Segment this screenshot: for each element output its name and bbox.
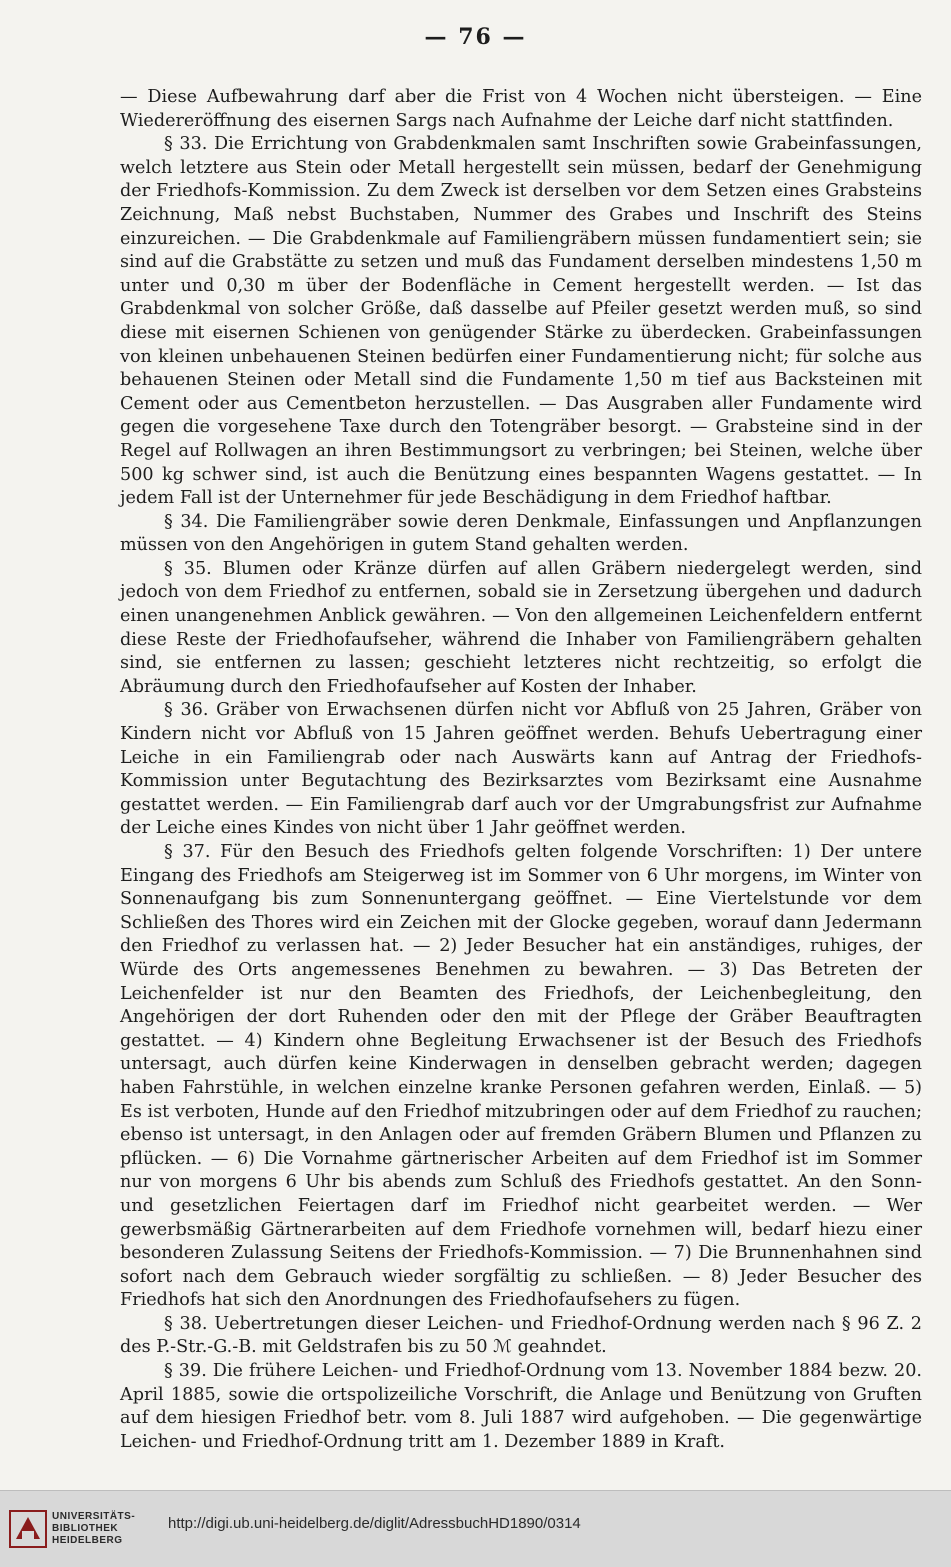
paragraph-35: § 35. Blumen oder Kränze dürfen auf allen Gräbern niedergelegt werden, sind jedoch von dem Friedhof zu entfernen, sobald sie in Zersetzung übergehen und dadurch einen unangenehmen Anblick gewähren. — Von den allgemeinen Leichenfeldern entfernt diese Reste der Friedhofaufseher, während die Inhaber von Familiengräbern gehalten sind, sie entfernen zu lassen; geschieht letzteres nicht rechtzeitig, so erfolgt die Abräumung durch den Friedhofaufseher auf Kosten der Inhaber. [120,558,922,697]
paragraph-36: § 36. Gräber von Erwachsenen dürfen nicht vor Abfluß von 25 Jahren, Gräber von Kindern nicht vor Abfluß von 15 Jahren geöffnet werden. Behufs Uebertragung einer Leiche in ein Familiengrab oder nach Auswärts kann auf Antrag der Friedhofs-Kommission unter Begutachtung des Bezirksarztes vom Bezirksamt eine Ausnahme gestattet werden. — Ein Familiengrab darf auch vor der Umgrabungsfrist zur Aufnahme der Leiche eines Kindes von nicht über 1 Jahr geöffnet werden. [120,700,922,839]
paragraph-34: § 34. Die Familiengräber sowie deren Denkmale, Einfassungen und Anpflanzungen müssen von den Angehörigen in gutem Stand gehalten werden. [120,511,922,556]
footer-bar [0,1490,951,1567]
page-number: — 76 — [424,24,527,50]
paragraph-intro: — Diese Aufbewahrung darf aber die Frist von 4 Wochen nicht übersteigen. — Eine Wiedereröffnung des eisernen Sargs nach Aufnahme der Leiche darf nicht stattfinden. [120,87,922,131]
page-body [120,86,922,1454]
source-url-link[interactable]: http://digi.ub.uni-heidelberg.de/diglit/AdressbuchHD1890/0314 [168,1515,581,1532]
paragraph-39: § 39. Die frühere Leichen- und Friedhof-Ordnung vom 13. November 1884 bezw. 20. April 1885, sowie die ortspolizeiliche Vorschrift, die Anlage und Benützung von Gruften auf dem hiesigen Friedhof betr. vom 8. Juli 1887 wird aufgehoben. — Die gegenwärtige Leichen- und Friedhof-Ordnung tritt am 1. Dezember 1889 in Kraft. [120,1361,922,1452]
paragraph-38: § 38. Uebertretungen dieser Leichen- und Friedhof-Ordnung werden nach § 96 Z. 2 des P.-Str.-G.-B. mit Geldstrafen bis zu 50 ℳ geahndet. [120,1313,922,1358]
paragraph-33: § 33. Die Errichtung von Grabdenkmalen samt Inschriften sowie Grabeinfassungen, welch letztere aus Stein oder Metall hergestellt sein müssen, bedarf der Genehmigung der Friedhofs-Kommission. Zu dem Zweck ist derselben vor dem Setzen eines Grabsteins Zeichnung, Maß nebst Buchstaben, Nummer des Grabes und Inschrift des Steins einzureichen. — Die Grabdenkmale auf Familiengräbern müssen fundamentiert sein; sie sind auf die Grabstätte zu setzen und muß das Fundament derselben mindestens 1,50 m unter und 0,30 m über der Bodenfläche in Cement hergestellt werden. — Ist das Grabdenkmal von solcher Größe, daß dasselbe auf Pfeiler gesetzt werden muß, so sind diese mit eisernen Schienen von genügender Stärke zu überdecken. Grabeinfassungen von kleinen unbehauenen Steinen bedürfen einer Fundamentierung nicht; für solche aus behauenen Steinen oder Metall sind die Fundamente 1,50 m tief aus Backsteinen mit Cement oder aus Cementbeton herzustellen. — Das Ausgraben aller Fundamente wird gegen die vorgesehene Taxe durch den Totengräber besorgt. — Grabsteine sind in der Regel auf Rollwagen an ihren Bestimmungsort zu verbringen; bei Steinen, welche über 500 kg schwer sind, ist auch die Benützung eines bespannten Wagens gestattet. — In jedem Fall ist der Unternehmer für jede Beschädigung in dem Friedhof haftbar. [120,134,922,509]
library-name: UNIVERSITÄTS- BIBLIOTHEK HEIDELBERG [52,1511,136,1546]
library-logo-icon [8,1509,48,1549]
paragraph-37: § 37. Für den Besuch des Friedhofs gelten folgende Vorschriften: 1) Der untere Eingang des Friedhofs am Steigerweg ist im Sommer von 6 Uhr morgens, im Winter von Sonnenaufgang bis zum Sonnenuntergang geöffnet. — Eine Viertelstunde vor dem Schließen des Thores wird ein Zeichen mit der Glocke gegeben, worauf dann Jedermann den Friedhof zu verlassen hat. — 2) Jeder Besucher hat ein anständiges, ruhiges, der Würde des Orts angemessenes Benehmen zu bewahren. — 3) Das Betreten der Leichenfelder ist nur den Beamten des Friedhofs, der Leichenbegleitung, den Angehörigen der dort Ruhenden oder den mit der Pflege der Gräber Beauftragten gestattet. — 4) Kindern ohne Begleitung Erwachsener ist der Besuch des Friedhofs untersagt, auch dürfen keine Kinderwagen in denselben gebracht werden; dagegen haben Fahrstühle, in welchen einzelne kranke Personen gefahren werden, Einlaß. — 5) Es ist verboten, Hunde auf den Friedhof mitzubringen oder auf dem Friedhof zu rauchen; ebenso ist untersagt, in den Anlagen oder auf fremden Gräbern Blumen und Pflanzen zu pflücken. — 6) Die Vornahme gärtnerischer Arbeiten auf dem Friedhof ist im Sommer nur von morgens 6 Uhr bis abends zum Schluß des Friedhofs gestattet. An den Sonn- und gesetzlichen Feiertagen darf im Friedhof nicht gearbeitet werden. — Wer gewerbsmäßig Gärtnerarbeiten auf dem Friedhofe vornehmen will, bedarf hiezu einer besonderen Zulassung Seitens der Friedhofs-Kommission. — 7) Die Brunnenhahnen sind sofort nach dem Gebrauch wieder sorgfältig zu schließen. — 8) Jeder Besucher des Friedhofs hat sich den Anordnungen des Friedhofaufsehers zu fügen. [120,842,922,1311]
